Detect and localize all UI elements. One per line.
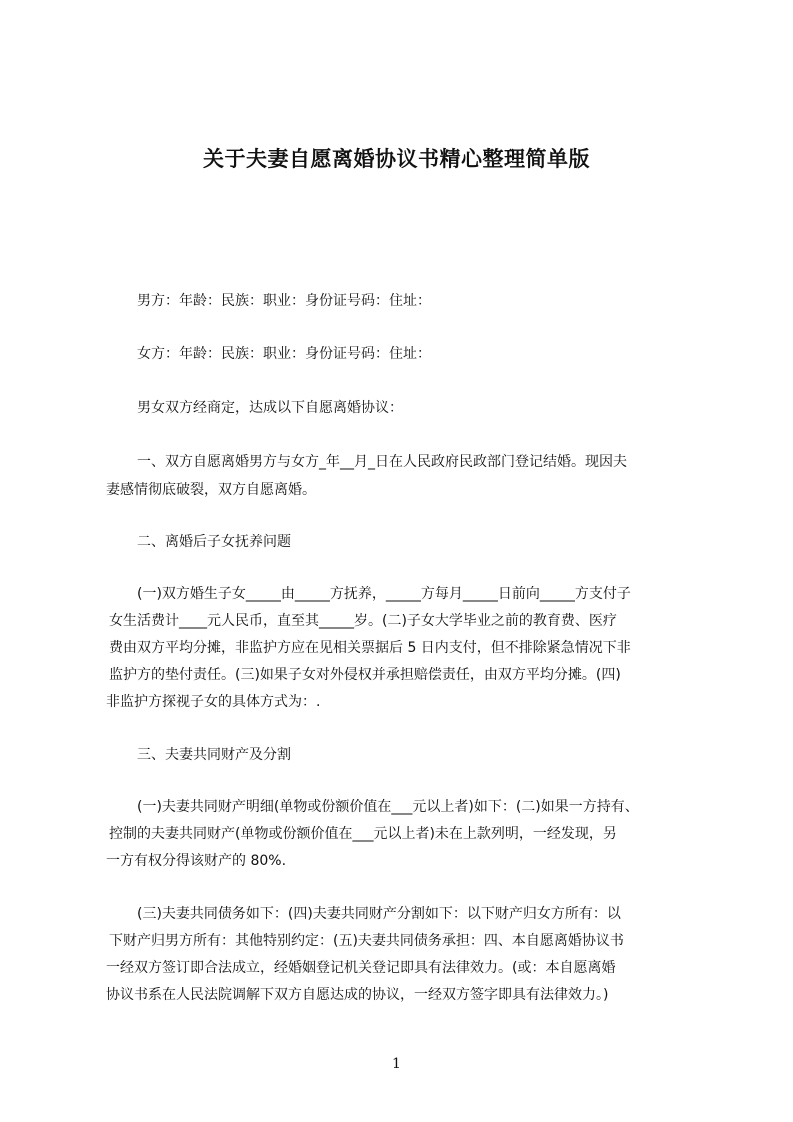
section-1-line: 一、双方自愿离婚男方与女方_年__月_日在人民政府民政部门登记结婚。现因夫 — [137, 454, 627, 470]
section-2-line: (一)双方婚生子女_____由_____方抚养，_____方每月_____日前向_____方支付子 — [137, 586, 631, 602]
section-3-line: (三)夫妻共同债务如下：(四)夫妻共同财产分割如下：以下财产归女方所有：以 — [137, 906, 621, 922]
section-2-line: 女生活费计____元人民币，直至其_____岁。(二)子女大学毕业之前的教育费、医疗 — [109, 613, 617, 629]
section-2-line: 非监护方探视子女的具体方式为：. — [106, 694, 321, 710]
section-3-line: 协议书系在人民法院调解下双方自愿达成的协议，一经双方签字即具有法律效力。) — [106, 987, 609, 1003]
page-number: 1 — [392, 1056, 401, 1072]
section-3-line: 一方有权分得该财产的 80%. — [106, 853, 287, 869]
party-man-info: 男方：年龄：民族：职业：身份证号码：住址： — [137, 293, 431, 309]
party-woman-info: 女方：年龄：民族：职业：身份证号码：住址： — [137, 346, 431, 362]
section-2-line: 费由双方平均分摊，非监护方应在见相关票据后 5 日内支付，但不排除紧急情况下非 — [109, 640, 631, 656]
section-3-line: 控制的夫妻共同财产(单物或份额价值在___元以上者)未在上款列明，一经发现，另 — [109, 826, 617, 842]
section-2-line: 监护方的垫付责任。(三)如果子女对外侵权并承担赔偿责任，由双方平均分摊。(四) — [109, 667, 621, 683]
section-3-heading: 三、夫妻共同财产及分割 — [137, 747, 291, 763]
agreement-intro: 男女双方经商定，达成以下自愿离婚协议： — [137, 400, 403, 416]
section-3-line: 下财产归男方所有：其他特别约定：(五)夫妻共同债务承担：四、本自愿离婚协议书 — [109, 933, 624, 949]
section-3-line: (一)夫妻共同财产明细(单物或份额价值在___元以上者)如下：(二)如果一方持有、 — [137, 799, 639, 815]
section-1-line: 妻感情彻底破裂，双方自愿离婚。 — [106, 482, 316, 498]
document-title: 关于夫妻自愿离婚协议书精心整理简单版 — [203, 147, 590, 171]
section-3-line: 一经双方签订即合法成立，经婚姻登记机关登记即具有法律效力。(或：本自愿离婚 — [106, 960, 616, 976]
section-2-heading: 二、离婚后子女抚养问题 — [137, 534, 291, 550]
